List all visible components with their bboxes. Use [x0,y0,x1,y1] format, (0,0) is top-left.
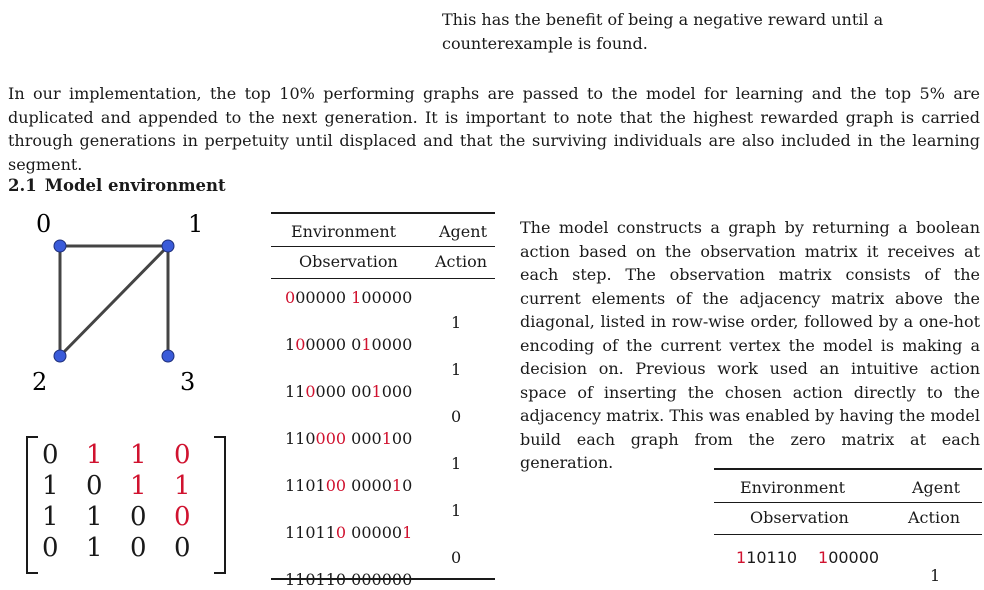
observation-part: 1 [391,476,403,495]
observation-part: 1 [361,335,372,354]
observation-part: 1 [351,288,362,307]
observation-row [285,335,412,355]
matrix-cell: 1 [130,440,147,470]
table-mid-rule [271,278,495,279]
observation-part: 00 [391,429,413,448]
matrix-left-bracket [26,436,38,574]
matrix-cell: 1 [86,533,103,563]
table2-observation-b [818,548,879,568]
vertex-2 [54,350,66,362]
vertex-label-2: 2 [32,368,48,396]
observation-part: 000 [315,429,347,448]
observation-row [285,429,412,449]
table2-action: 1 [930,566,941,585]
matrix-cell: 1 [86,440,103,470]
matrix-cell: 0 [86,471,103,501]
observation-part: 110 [285,429,316,448]
paragraph-2: The model constructs a graph by returning a boolean action based on the observation matrix it receives at each step. The observation matrix consists of the current elements of the adjacency matrix above the diagonal, listed in row-wise order, followed by a one-hot encoding of the current vertex the model is making a decision on. Previous work used an intuitive action space of inserting the chosen action directly to the adjacency matrix. This was enabled by having the model build each graph from the zero matrix at each generation. [520,218,980,472]
action-value: 1 [451,454,462,473]
observation-table-1 [271,208,495,584]
observation-part: 000 [381,382,413,401]
action-value: 1 [451,313,462,332]
observation-part: 000 00 [315,382,372,401]
section-heading [8,176,226,195]
matrix-cell: 1 [130,471,147,501]
table2-header-action: Action [908,508,960,527]
section-title: Model environment [44,176,226,195]
matrix-cell: 0 [174,502,191,532]
matrix-row [42,533,218,564]
matrix-cell: 1 [174,471,191,501]
vertex-label-0: 0 [36,210,52,238]
observation-part: 0000 [346,476,392,495]
matrix-cell: 0 [42,533,59,563]
action-value: 1 [451,501,462,520]
edge-1-2 [60,246,168,356]
header-agent: Agent [439,222,487,241]
action-value: 0 [451,548,462,567]
table2-top-rule [714,468,982,470]
observation-row [285,570,412,590]
matrix-row [42,502,218,533]
table2-obs-a-rest: 10110 [746,548,798,567]
table2-mid-rule [714,534,982,535]
observation-part: 1 [371,382,382,401]
observation-part: 0 [305,382,316,401]
section-number: 2.1 [8,176,37,195]
table2-header-environment: Environment [740,478,846,497]
table2-observation-a [736,548,797,568]
observation-part: 1 [381,429,392,448]
observation-part: 0 [285,288,296,307]
observation-part: 0 [295,335,306,354]
observation-part: 0 [402,476,413,495]
observation-part: 00000 [361,288,413,307]
table2-obs-b-rest: 00000 [828,548,880,567]
observation-part: 1101 [285,476,326,495]
matrix-row [42,471,218,502]
observation-part: 0000 0 [305,335,362,354]
matrix-cell: 0 [174,440,191,470]
vertex-label-3: 3 [180,368,196,396]
matrix-cell: 0 [174,533,191,563]
observation-part: 00000 [346,523,403,542]
observation-part: 1 [402,523,413,542]
observation-part: 0 [335,523,347,542]
table2-obs-a-red: 1 [736,548,747,567]
graph-figure [20,206,220,406]
observation-part: 11 [285,382,306,401]
vertex-3 [162,350,174,362]
observation-part: 11011 [285,523,336,542]
header-environment: Environment [291,222,397,241]
table2-header-rule [714,502,982,503]
matrix-cell: 1 [86,502,103,532]
adjacency-matrix [26,436,226,572]
observation-row [285,523,412,543]
header-action: Action [435,252,487,271]
paragraph-1: In our implementation, the top 10% performing graphs are passed to the model for learning and the top 5% are duplicated and appended to the next generation. It is important to note that the highest rewarded graph is carried through generations in perpetuity until displaced and that the surviving individuals are also included in the learning segment. [8,84,980,174]
observation-part: 0000 [371,335,413,354]
table-top-rule [271,212,495,214]
matrix-cell: 0 [130,533,147,563]
vertex-1 [162,240,174,252]
observation-part: 1 [285,335,296,354]
graph-edges [60,246,168,356]
observation-part: 00 [325,476,347,495]
observation-row [285,288,412,308]
action-value: 0 [451,407,462,426]
observation-part: 000 [346,429,382,448]
observation-table-2 [714,464,982,584]
observation-part: 00000 [295,288,352,307]
table2-obs-b-red: 1 [818,548,829,567]
matrix-grid [42,440,218,564]
vertex-0 [54,240,66,252]
table2-header-agent: Agent [912,478,960,497]
table-bottom-rule [271,578,495,580]
matrix-cell: 1 [42,502,59,532]
matrix-cell: 0 [42,440,59,470]
table2-header-observation: Observation [750,508,849,527]
matrix-cell: 1 [42,471,59,501]
matrix-cell: 0 [130,502,147,532]
top-note: This has the benefit of being a negative reward until a counterexample is found. [442,10,884,53]
action-value: 1 [451,360,462,379]
table-header-rule [271,246,495,247]
observation-row [285,382,412,402]
matrix-row [42,440,218,471]
observation-row [285,476,412,496]
vertex-label-1: 1 [188,210,204,238]
header-observation: Observation [299,252,398,271]
